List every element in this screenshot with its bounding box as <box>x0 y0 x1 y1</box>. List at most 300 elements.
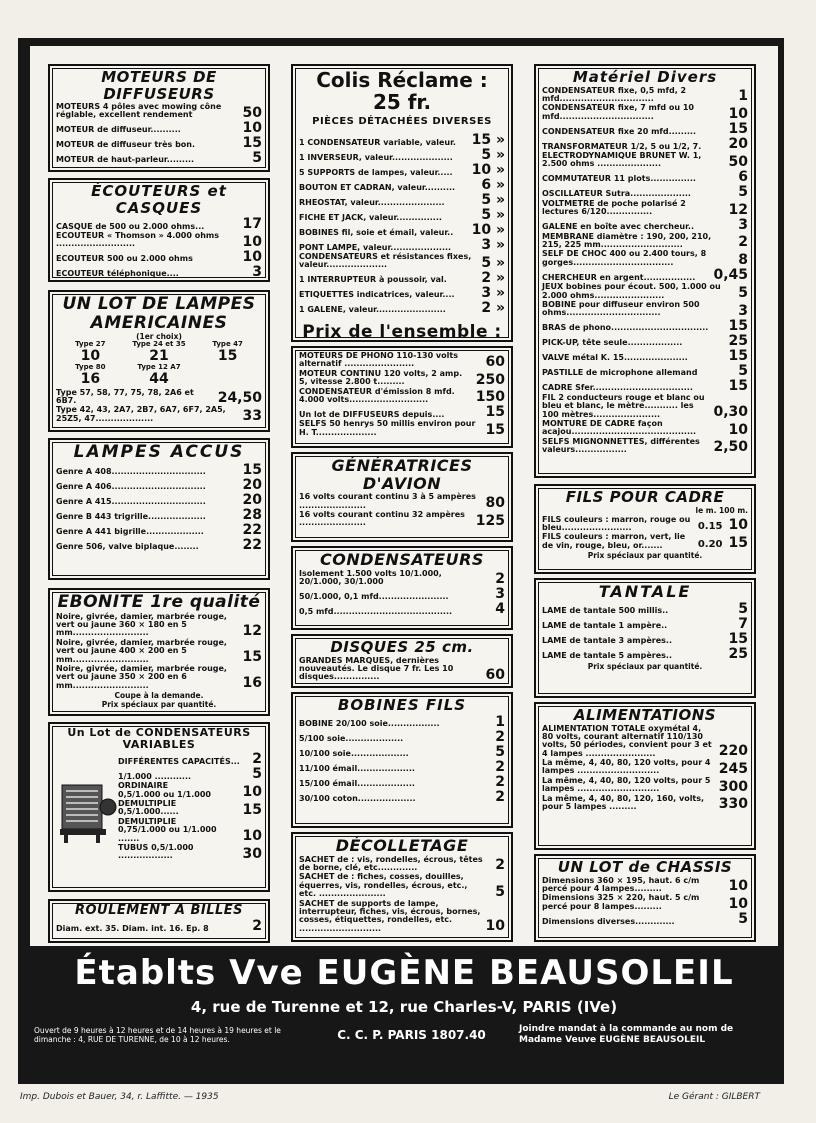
item-price: 60 <box>485 353 505 370</box>
disques-price: 60 <box>485 666 505 683</box>
price-row <box>299 193 505 207</box>
item-price: 300 <box>718 778 748 795</box>
mandat-note: Joindre mandat à la commande au nom de Madame Veuve EUGÈNE BEAUSOLEIL <box>518 1024 734 1046</box>
lampes-am-subtitle: (1er choix) <box>136 332 182 342</box>
item-label: 10/100 soie................... <box>299 749 409 759</box>
lampes-types <box>56 341 262 387</box>
item-label: Genre B 443 trigrille................... <box>56 512 206 522</box>
price-row <box>299 133 505 147</box>
chassis-list <box>542 877 748 927</box>
item-label: 1 CONDENSATEUR variable, valeur. <box>299 137 456 147</box>
price-row <box>542 877 748 894</box>
price-row <box>118 818 262 843</box>
item-label: LAME de tantale 3 ampères.. <box>542 636 672 646</box>
item-price: 5 <box>495 883 505 900</box>
price-row <box>118 767 262 781</box>
bobines-box <box>291 692 513 828</box>
item-label: SELFS MIGNONNETTES, différentes valeurs................. <box>542 436 700 455</box>
price-row <box>299 405 505 419</box>
item-label: ECOUTEUR « Thomson » 4.000 ohms .......................... <box>56 231 220 249</box>
item-label: GALENE en boîte avec chercheur.. <box>542 222 694 232</box>
price-row <box>299 715 505 729</box>
condensateurs-title: CONDENSATEURS <box>320 550 484 569</box>
price-row <box>299 873 505 898</box>
price-row <box>542 200 748 217</box>
price-row <box>299 253 505 270</box>
item-label: 5 SUPPORTS de lampes, valeur..... <box>299 167 453 177</box>
item-label: Type 42, 43, 2A7, 2B7, 6A7, 6F7, 2A5, 25Z5, 47................... <box>56 405 226 423</box>
price-row <box>299 301 505 315</box>
item-price: 2 » <box>481 269 505 286</box>
price-row <box>542 759 748 776</box>
alimentations-title: ALIMENTATIONS <box>573 706 717 724</box>
item-label: Type 57, 58, 77, 75, 78, 2A6 et 6B7. <box>56 387 194 405</box>
item-label: Isolement 1.500 volts 10/1.000, 20/1.000, 30/1.000 <box>299 568 442 586</box>
fils-box <box>534 484 756 574</box>
price-row <box>56 508 262 522</box>
price-row <box>542 268 748 282</box>
roulement-label: Diam. ext. 35. Diam. int. 16. Ep. 8 <box>56 923 209 933</box>
price-row <box>542 152 748 169</box>
price-row <box>542 394 748 419</box>
item-label: MONTURE DE CADRE façon acajou......................................... <box>542 418 697 437</box>
item-price: 5 » <box>481 207 505 223</box>
item-price: 5 <box>738 183 748 200</box>
item-label: FILS couleurs : marron, rouge ou bleu....................... <box>542 514 691 532</box>
price-row <box>542 912 748 926</box>
item-label: COMMUTATEUR 11 plots............... <box>542 174 696 184</box>
fils-list <box>542 516 748 551</box>
price-row <box>56 463 262 477</box>
price-row <box>542 233 748 250</box>
price-row <box>542 516 748 533</box>
item-price: 3 <box>252 263 262 280</box>
phono-list <box>299 352 505 437</box>
item-price: 10 <box>728 421 748 438</box>
price-row <box>542 777 748 794</box>
price-row <box>299 511 505 528</box>
item-price: 2 <box>495 857 505 874</box>
item-label: Noire, givrée, damier, marbrée rouge, vert ou jaune 400 × 200 en 5 mm......................... <box>56 637 227 664</box>
item-price: 15 » <box>471 132 505 148</box>
price-row <box>56 478 262 492</box>
item-label: 0,5 mfd....................................... <box>299 606 453 616</box>
item-price: 15 <box>485 422 505 439</box>
item-price: 5 <box>252 766 262 783</box>
item-label: DEMULTIPLIE 0,75/1.000 ou 1/1.000 ....... <box>118 816 217 843</box>
price-row <box>56 217 262 231</box>
item-price: 12 <box>728 201 748 218</box>
lamp-type-cell <box>125 364 194 387</box>
item-price: 3 <box>738 216 748 233</box>
price-row <box>542 438 748 455</box>
item-label: Genre A 406............................... <box>56 482 206 492</box>
tantale-box <box>534 578 756 698</box>
alim-list <box>542 725 748 812</box>
item-label: PONT LAMPE, valeur.................... <box>299 242 452 252</box>
item-price: 5 <box>495 743 505 760</box>
lamp-type-label: Type 24 et 35 <box>132 340 186 349</box>
lampes-accus-box <box>48 438 270 580</box>
price-row <box>56 265 262 279</box>
item-label: ALIMENTATION TOTALE oxymétal 4, 80 volts, courant alternatif 110/130 volts, 50 périodes, convient pour 3 et 4 lampes ....................... <box>542 723 712 758</box>
item-label: LAME de tantale 5 ampères.. <box>542 651 672 661</box>
item-price: 10 <box>728 106 748 123</box>
price-row <box>56 103 262 120</box>
price-row <box>299 856 505 873</box>
price-row <box>542 185 748 199</box>
item-price: 50 <box>728 153 748 170</box>
item-price: 245 <box>718 760 748 777</box>
item-label: MOTEUR de diffuseur.......... <box>56 125 181 135</box>
fils-title: FILS POUR CADRE <box>565 488 725 506</box>
item-price: 10 » <box>471 222 505 238</box>
item-price: 5 » <box>481 147 505 163</box>
price-row <box>299 286 505 300</box>
item-price: 28 <box>242 506 262 523</box>
price-row <box>542 319 748 333</box>
item-price: 5 <box>738 362 748 379</box>
item-price: 10 <box>485 918 505 935</box>
item-label: La même, 4, 40, 80, 120 volts, pour 5 lampes ........................... <box>542 775 711 794</box>
price-row <box>118 752 262 766</box>
item-label: 30/100 coton................... <box>299 794 416 804</box>
cond-list <box>299 570 505 617</box>
price-row <box>542 283 748 300</box>
price-row <box>299 148 505 162</box>
tantale-title: TANTALE <box>598 582 692 601</box>
item-label: CHERCHEUR en argent................. <box>542 272 696 282</box>
price-row <box>542 104 748 121</box>
ebonite-box <box>48 588 270 716</box>
item-price: 6 <box>738 168 748 185</box>
item-price: 220 <box>718 743 748 760</box>
cond-var-title: Un Lot de CONDENSATEURS VARIABLES <box>67 726 251 752</box>
variable-condenser-icon <box>56 775 118 845</box>
item-price: 0,45 <box>713 267 748 284</box>
price-row <box>542 170 748 184</box>
materiel-box <box>534 64 756 478</box>
price-row <box>542 250 748 267</box>
item-price: 22 <box>242 536 262 553</box>
item-label: 15/100 émail................... <box>299 779 415 789</box>
price-row <box>56 406 262 423</box>
lampes-am-list <box>56 389 262 424</box>
price-row <box>56 151 262 165</box>
item-label: Dimensions 325 × 220, haut. 5 c/m percé pour 8 lampes......... <box>542 893 700 911</box>
decolletage-box <box>291 832 513 942</box>
ccp-number: C. C. P. PARIS 1807.40 <box>337 1028 486 1043</box>
item-label: FICHE ET JACK, valeur............... <box>299 212 442 222</box>
price-row <box>56 523 262 537</box>
printer-credit: Imp. Dubois et Bauer, 34, r. Laffitte. — 1935 <box>20 1092 219 1102</box>
price-row <box>542 602 748 616</box>
price-row <box>299 570 505 587</box>
item-label: DIFFÉRENTES CAPACITÉS... <box>118 756 240 766</box>
item-price: 5 » <box>481 254 505 271</box>
item-label: SELF DE CHOC 400 ou 2.400 tours, 8 gorges................................. <box>542 249 707 267</box>
item-label: 1 GALENE, valeur....................... <box>299 305 446 315</box>
item-label: BOBINES fil, soie et émail, valeur.. <box>299 227 454 237</box>
item-label: 11/100 émail................... <box>299 764 415 774</box>
item-price-bulk: 10 <box>728 517 748 534</box>
item-price: 8 <box>738 252 748 269</box>
tantale-list <box>542 602 748 661</box>
item-price: 15 <box>728 317 748 334</box>
item-price: 6 » <box>481 177 505 193</box>
price-row <box>118 844 262 861</box>
item-price: 33 <box>242 408 262 425</box>
item-price: 50 <box>242 104 262 121</box>
item-price: 10 <box>242 783 262 800</box>
item-price: 15 <box>728 121 748 138</box>
item-price: 15 <box>485 404 505 421</box>
bobines-title: BOBINES FILS <box>337 696 467 714</box>
price-row <box>299 238 505 252</box>
price-row <box>542 218 748 232</box>
disques-label: GRANDES MARQUES, dernières nouveautés. Le disque 7 fr. Les 10 disques............... <box>299 655 454 682</box>
price-row <box>542 379 748 393</box>
lamp-type-price: 16 <box>80 371 101 388</box>
item-label: CONDENSATEUR fixe, 7 mfd ou 10 mfd............................... <box>542 103 694 121</box>
item-label: 1/1.000 ............ <box>118 771 192 781</box>
item-price: 7 <box>738 615 748 632</box>
item-label: ORDINAIRE 0,5/1.000 ou 1/1.000 <box>118 781 211 799</box>
price-row <box>299 900 505 934</box>
item-price: 1 <box>738 88 748 105</box>
item-price: 15 <box>242 801 262 818</box>
lamp-type-price: 10 <box>80 348 101 365</box>
price-row <box>56 250 262 264</box>
item-label: Noire, givrée, damier, marbrée rouge, vert ou jaune 350 × 200 en 6 mm......................... <box>56 664 227 690</box>
tantale-note: Prix spéciaux par quantité. <box>587 661 703 671</box>
colis-list <box>299 133 505 315</box>
price-row <box>542 334 748 348</box>
price-row <box>299 223 505 237</box>
item-label: ECOUTEUR téléphonique.... <box>56 269 179 279</box>
condensateurs-box <box>291 546 513 630</box>
materiel-title: Matériel Divers <box>572 68 718 86</box>
item-label: BOUTON ET CADRAN, valeur.......... <box>299 182 456 192</box>
item-label: CONDENSATEUR fixe, 0,5 mfd, 2 mfd............................... <box>542 85 687 103</box>
item-label: VOLTMETRE de poche polarisé 2 lectures 6/120............... <box>542 198 686 217</box>
shop-banner <box>30 955 778 1046</box>
price-row <box>299 370 505 387</box>
item-label: SACHET de supports de lampe, interrupteur, fiches, vis, écrous, bornes, cosses, étiquettes, rondelles, etc. ........................... <box>299 898 481 933</box>
price-row <box>542 795 748 812</box>
item-price: 22 <box>242 521 262 538</box>
price-row <box>542 122 748 136</box>
price-row <box>299 730 505 744</box>
item-price: 1 <box>495 713 505 730</box>
price-row <box>542 894 748 911</box>
item-label: Genre 506, valve biplaque........ <box>56 542 199 552</box>
price-row <box>542 349 748 363</box>
materiel-list <box>542 87 748 455</box>
bobines-list <box>299 715 505 804</box>
item-price: 10 <box>242 248 262 265</box>
item-price: 15 <box>728 347 748 364</box>
lamp-type-price: 15 <box>217 348 238 365</box>
ecouteurs-title: ÉCOUTEURS et CASQUES <box>91 182 227 217</box>
price-row <box>56 639 262 664</box>
item-label: BOBINE 20/100 soie................. <box>299 719 440 729</box>
item-price: 25 <box>728 332 748 349</box>
item-label: MOTEUR de diffuseur très bon. <box>56 140 196 150</box>
item-price: 2,50 <box>713 439 748 456</box>
price-row <box>542 137 748 151</box>
item-price: 2 <box>495 571 505 588</box>
price-row <box>56 136 262 150</box>
item-label: OSCILLATEUR Sutra.................... <box>542 189 691 199</box>
item-price: 0.15 <box>697 521 723 533</box>
price-row <box>542 420 748 437</box>
price-row <box>56 121 262 135</box>
item-price: 15 <box>242 134 262 151</box>
lamp-type-cell <box>193 341 262 364</box>
phono-box <box>291 346 513 448</box>
price-row <box>299 790 505 804</box>
item-price: 80 <box>485 494 505 511</box>
item-price: 10 » <box>471 162 505 178</box>
lamp-type-label: Type 80 <box>75 363 106 372</box>
item-label: 50/1.000, 0,1 mfd....................... <box>299 591 449 601</box>
item-price-bulk: 15 <box>728 535 748 552</box>
item-price: 20 <box>242 476 262 493</box>
item-label: MOTEUR de haut-parleur......... <box>56 155 195 165</box>
item-price: 3 » <box>481 284 505 301</box>
item-label: FIL 2 conducteurs rouge et blanc ou bleu et blanc, le mètre........... les 100 mètres...................... <box>542 392 705 419</box>
item-label: MOTEUR CONTINU 120 volts, 2 amp. 5, vitesse 2.800 t......... <box>299 368 463 387</box>
cond-var-list <box>118 751 262 873</box>
item-label: CONDENSATEURS et résistances fixes, valeur.................... <box>299 252 472 270</box>
disques-box <box>291 634 513 688</box>
lamp-type-cell <box>56 364 125 387</box>
lampes-accus-title: LAMPES ACCUS <box>73 442 245 462</box>
price-row <box>56 613 262 638</box>
lamp-type-label: Type 12 A7 <box>137 363 181 372</box>
item-price: 16 <box>242 675 262 692</box>
decolletage-title: DÉCOLLETAGE <box>335 836 469 855</box>
item-price: 15 <box>728 377 748 394</box>
item-label: LAME de tantale 500 millis.. <box>542 606 669 616</box>
item-price: 2 <box>495 728 505 745</box>
price-row <box>56 493 262 507</box>
price-row <box>299 775 505 789</box>
item-price: 2 <box>738 234 748 251</box>
item-label: SACHET de : fiches, cosses, douilles, équerres, vis, rondelles, écrous, etc., etc. ...................... <box>299 872 468 899</box>
item-price: 330 <box>718 796 748 813</box>
condenser-illustration <box>56 775 118 873</box>
price-row <box>299 587 505 601</box>
price-row <box>542 87 748 104</box>
ecouteurs-box <box>48 178 270 282</box>
opening-hours: Ouvert de 9 heures à 12 heures et de 14 heures à 19 heures et le dimanche : 4, RUE DE TURENNE, de 10 à 12 heures. <box>34 1026 281 1045</box>
item-price: 5 <box>738 911 748 928</box>
lamp-type-cell <box>125 341 194 364</box>
gerant-credit: Le Gérant : GILBERT <box>668 1092 760 1102</box>
item-price: 5 » <box>481 192 505 208</box>
item-label: CADRE Sfer................................. <box>542 383 693 393</box>
item-price: 3 <box>738 302 748 319</box>
item-price: 3 <box>495 586 505 603</box>
item-label: MOTEURS DE PHONO 110-130 volts alternatif ....................... <box>299 351 458 369</box>
item-price: 25 <box>728 645 748 662</box>
generatrices-box <box>291 452 513 542</box>
item-label: La même, 4, 40, 80, 120 volts, pour 4 lampes ........................... <box>542 758 711 776</box>
colis-subtitle: PIÈCES DÉTACHÉES DIVERSES <box>312 116 492 127</box>
price-row <box>542 301 748 318</box>
roulement-row <box>56 919 262 933</box>
item-label: DEMULTIPLIE 0,5/1.000...... <box>118 798 179 817</box>
item-label: LAME de tantale 1 ampère.. <box>542 621 668 631</box>
shop-name: Établts Vve EUGÈNE BEAUSOLEIL <box>74 953 734 993</box>
item-price: 10 <box>242 119 262 136</box>
price-row <box>299 388 505 405</box>
accus-list <box>56 463 262 552</box>
item-label: SACHET de : vis, rondelles, écrous, têtes de borne, clé, etc............. <box>299 854 483 872</box>
price-row <box>299 163 505 177</box>
item-label: RHEOSTAT, valeur...................... <box>299 197 445 207</box>
item-label: 16 volts courant continu 3 à 5 ampères ...................... <box>299 492 476 510</box>
item-label: VALVE métal K. 15..................... <box>542 353 688 363</box>
price-row <box>542 617 748 631</box>
item-label: Genre A 408............................... <box>56 467 206 477</box>
chassis-title: UN LOT de CHASSIS <box>557 858 733 876</box>
item-price: 10 <box>728 896 748 913</box>
item-label: La même, 4, 40, 80, 120, 160, volts, pour 5 lampes ......... <box>542 793 705 812</box>
item-label: Un lot de DIFFUSEURS depuis.... <box>299 409 445 419</box>
moteurs-box <box>48 64 270 172</box>
lampes-am-title: UN LOT DE LAMPES AMERICAINES <box>62 294 256 333</box>
item-price: 5 <box>738 284 748 301</box>
ebonite-note: Coupe à la demande. Prix spéciaux par quantité. <box>101 691 217 710</box>
lamp-type-cell <box>56 341 125 364</box>
item-price: 10 <box>242 233 262 250</box>
fils-unit: le m. 100 m. <box>695 505 748 515</box>
price-row <box>299 352 505 369</box>
item-label: 5/100 soie................... <box>299 734 404 744</box>
alimentations-box <box>534 702 756 850</box>
item-price: 15 <box>242 461 262 478</box>
item-label: Noire, givrée, damier, marbrée rouge, vert ou jaune 360 × 180 en 5 mm......................... <box>56 611 227 638</box>
roulement-price: 2 <box>252 918 262 935</box>
item-label: CONDENSATEUR d'émission 8 mfd. 4.000 volts.......................... <box>299 386 455 404</box>
item-price: 2 <box>495 773 505 790</box>
disques-row <box>299 657 505 682</box>
item-price: 2 <box>252 751 262 768</box>
item-price: 20 <box>728 136 748 153</box>
item-label: Genre A 441 bigrille................... <box>56 527 204 537</box>
generatrices-title: GÉNÉRATRICES D'AVION <box>331 456 473 493</box>
item-price: 10 <box>242 827 262 844</box>
lamp-type-price: 44 <box>149 371 169 388</box>
item-price: 2 » <box>481 299 505 316</box>
item-price: 2 <box>495 758 505 775</box>
item-label: CASQUE de 500 ou 2.000 ohms... <box>56 221 205 231</box>
item-label: TRANSFORMATEUR 1/2, 5 ou 1/2, 7. <box>542 141 702 151</box>
item-label: MEMBRANE diamètre : 190, 200, 210, 215, 225 mm........................... <box>542 231 712 250</box>
item-price: 10 <box>728 878 748 895</box>
item-label: PICK-UP, tête seule.................. <box>542 338 683 348</box>
item-price: 4 <box>495 601 505 618</box>
price-row <box>542 364 748 378</box>
price-row <box>56 389 262 406</box>
gen-list <box>299 493 505 528</box>
price-row <box>299 271 505 285</box>
moteurs-list <box>56 103 262 165</box>
item-label: MOTEURS 4 pôles avec mowing cône réglable, excellent rendement <box>56 102 222 120</box>
